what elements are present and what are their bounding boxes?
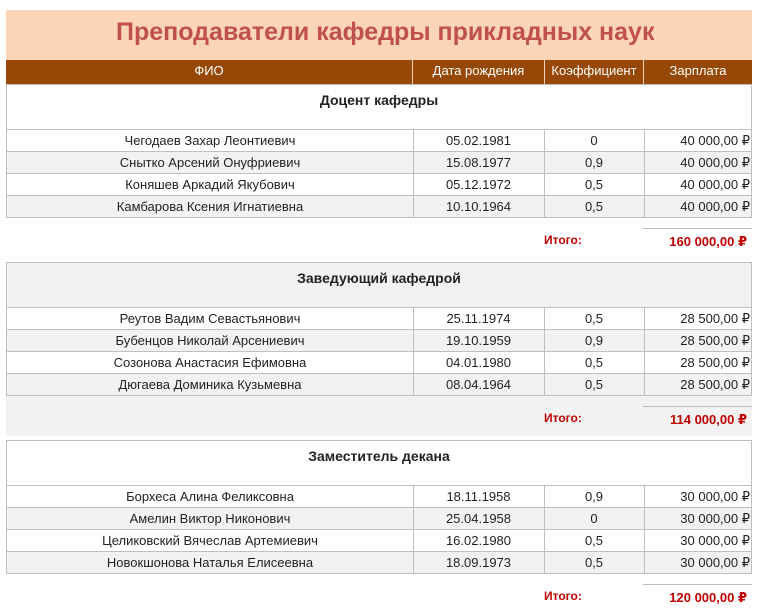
employee-name: Созонова Анастасия Ефимовна bbox=[113, 355, 307, 370]
table-row bbox=[6, 196, 752, 218]
salary: 30 000,00 ₽ bbox=[680, 489, 750, 504]
table-row bbox=[6, 486, 752, 508]
salary: 30 000,00 ₽ bbox=[680, 533, 750, 548]
salary: 40 000,00 ₽ bbox=[680, 199, 750, 214]
coefficient: 0 bbox=[590, 511, 598, 526]
table-row bbox=[6, 374, 752, 396]
table-row bbox=[6, 174, 752, 196]
salary: 28 500,00 ₽ bbox=[680, 355, 750, 370]
employee-name: Реутов Вадим Севастьянович bbox=[119, 311, 301, 326]
birth-date: 16.02.1980 bbox=[445, 533, 512, 548]
salary: 28 500,00 ₽ bbox=[680, 377, 750, 392]
column-header-name: ФИО bbox=[194, 63, 224, 78]
salary: 28 500,00 ₽ bbox=[680, 333, 750, 348]
section-title: Заведующий кафедрой bbox=[6, 262, 752, 308]
birth-date: 04.01.1980 bbox=[445, 355, 512, 370]
birth-date: 08.04.1964 bbox=[445, 377, 512, 392]
table-header bbox=[6, 60, 752, 84]
employee-name: Амелин Виктор Никонович bbox=[129, 511, 291, 526]
table-row bbox=[6, 330, 752, 352]
title-bar bbox=[6, 10, 752, 60]
section-total bbox=[6, 396, 752, 436]
table-row bbox=[6, 130, 752, 152]
employee-name: Бубенцов Николай Арсениевич bbox=[115, 333, 305, 348]
total-value: 160 000,00 ₽ bbox=[669, 234, 747, 249]
birth-date: 25.11.1974 bbox=[446, 311, 511, 326]
birth-date: 05.02.1981 bbox=[445, 133, 512, 148]
coefficient: 0,9 bbox=[584, 489, 604, 504]
coefficient: 0,9 bbox=[584, 333, 604, 348]
column-header-date: Дата рождения bbox=[432, 63, 525, 78]
table-row bbox=[6, 152, 752, 174]
section-title: Заместитель декана bbox=[6, 440, 752, 486]
coefficient: 0,5 bbox=[584, 355, 604, 370]
employee-name: Снытко Арсений Онуфриевич bbox=[119, 155, 301, 170]
birth-date: 19.10.1959 bbox=[445, 333, 512, 348]
total-label: Итого: bbox=[544, 589, 582, 603]
coefficient: 0,5 bbox=[584, 199, 604, 214]
employee-name: Борхеса Алина Феликсовна bbox=[126, 489, 294, 504]
coefficient: 0,5 bbox=[584, 377, 604, 392]
table-row bbox=[6, 352, 752, 374]
coefficient: 0,5 bbox=[584, 555, 604, 570]
section-total bbox=[6, 574, 752, 614]
salary: 40 000,00 ₽ bbox=[680, 177, 750, 192]
employee-name: Чегодаев Захар Леонтиевич bbox=[124, 133, 296, 148]
salary: 40 000,00 ₽ bbox=[680, 133, 750, 148]
table-row bbox=[6, 552, 752, 574]
birth-date: 18.09.1973 bbox=[445, 555, 512, 570]
coefficient: 0,9 bbox=[584, 155, 604, 170]
salary: 30 000,00 ₽ bbox=[680, 511, 750, 526]
employee-name: Коняшев Аркадий Якубович bbox=[125, 177, 295, 192]
employee-name: Камбарова Ксения Игнатиевна bbox=[116, 199, 304, 214]
page-title: Преподаватели кафедры прикладных наук bbox=[116, 18, 655, 46]
employee-name: Дюгаева Доминика Кузьмевна bbox=[118, 377, 302, 392]
coefficient: 0 bbox=[590, 133, 598, 148]
birth-date: 18.11.1958 bbox=[446, 489, 511, 504]
employee-name: Целиковский Вячеслав Артемиевич bbox=[102, 533, 318, 548]
employee-name: Новокшонова Наталья Елисеевна bbox=[106, 555, 314, 570]
total-label: Итого: bbox=[544, 233, 582, 247]
salary: 28 500,00 ₽ bbox=[680, 311, 750, 326]
birth-date: 10.10.1964 bbox=[445, 199, 512, 214]
coefficient: 0,5 bbox=[584, 533, 604, 548]
salary: 40 000,00 ₽ bbox=[680, 155, 750, 170]
column-header-salary: Зарплата bbox=[669, 63, 727, 78]
total-label: Итого: bbox=[544, 411, 582, 425]
salary: 30 000,00 ₽ bbox=[680, 555, 750, 570]
section-total bbox=[6, 218, 752, 258]
coefficient: 0,5 bbox=[584, 177, 604, 192]
birth-date: 25.04.1958 bbox=[445, 511, 512, 526]
birth-date: 15.08.1977 bbox=[445, 155, 512, 170]
total-value: 120 000,00 ₽ bbox=[669, 590, 747, 605]
table-row bbox=[6, 508, 752, 530]
column-header-coef: Коэффициент bbox=[551, 63, 637, 78]
coefficient: 0,5 bbox=[584, 311, 604, 326]
birth-date: 05.12.1972 bbox=[445, 177, 512, 192]
table-row bbox=[6, 308, 752, 330]
total-value: 114 000,00 ₽ bbox=[669, 412, 747, 427]
table-row bbox=[6, 530, 752, 552]
section-title: Доцент кафедры bbox=[6, 84, 752, 130]
